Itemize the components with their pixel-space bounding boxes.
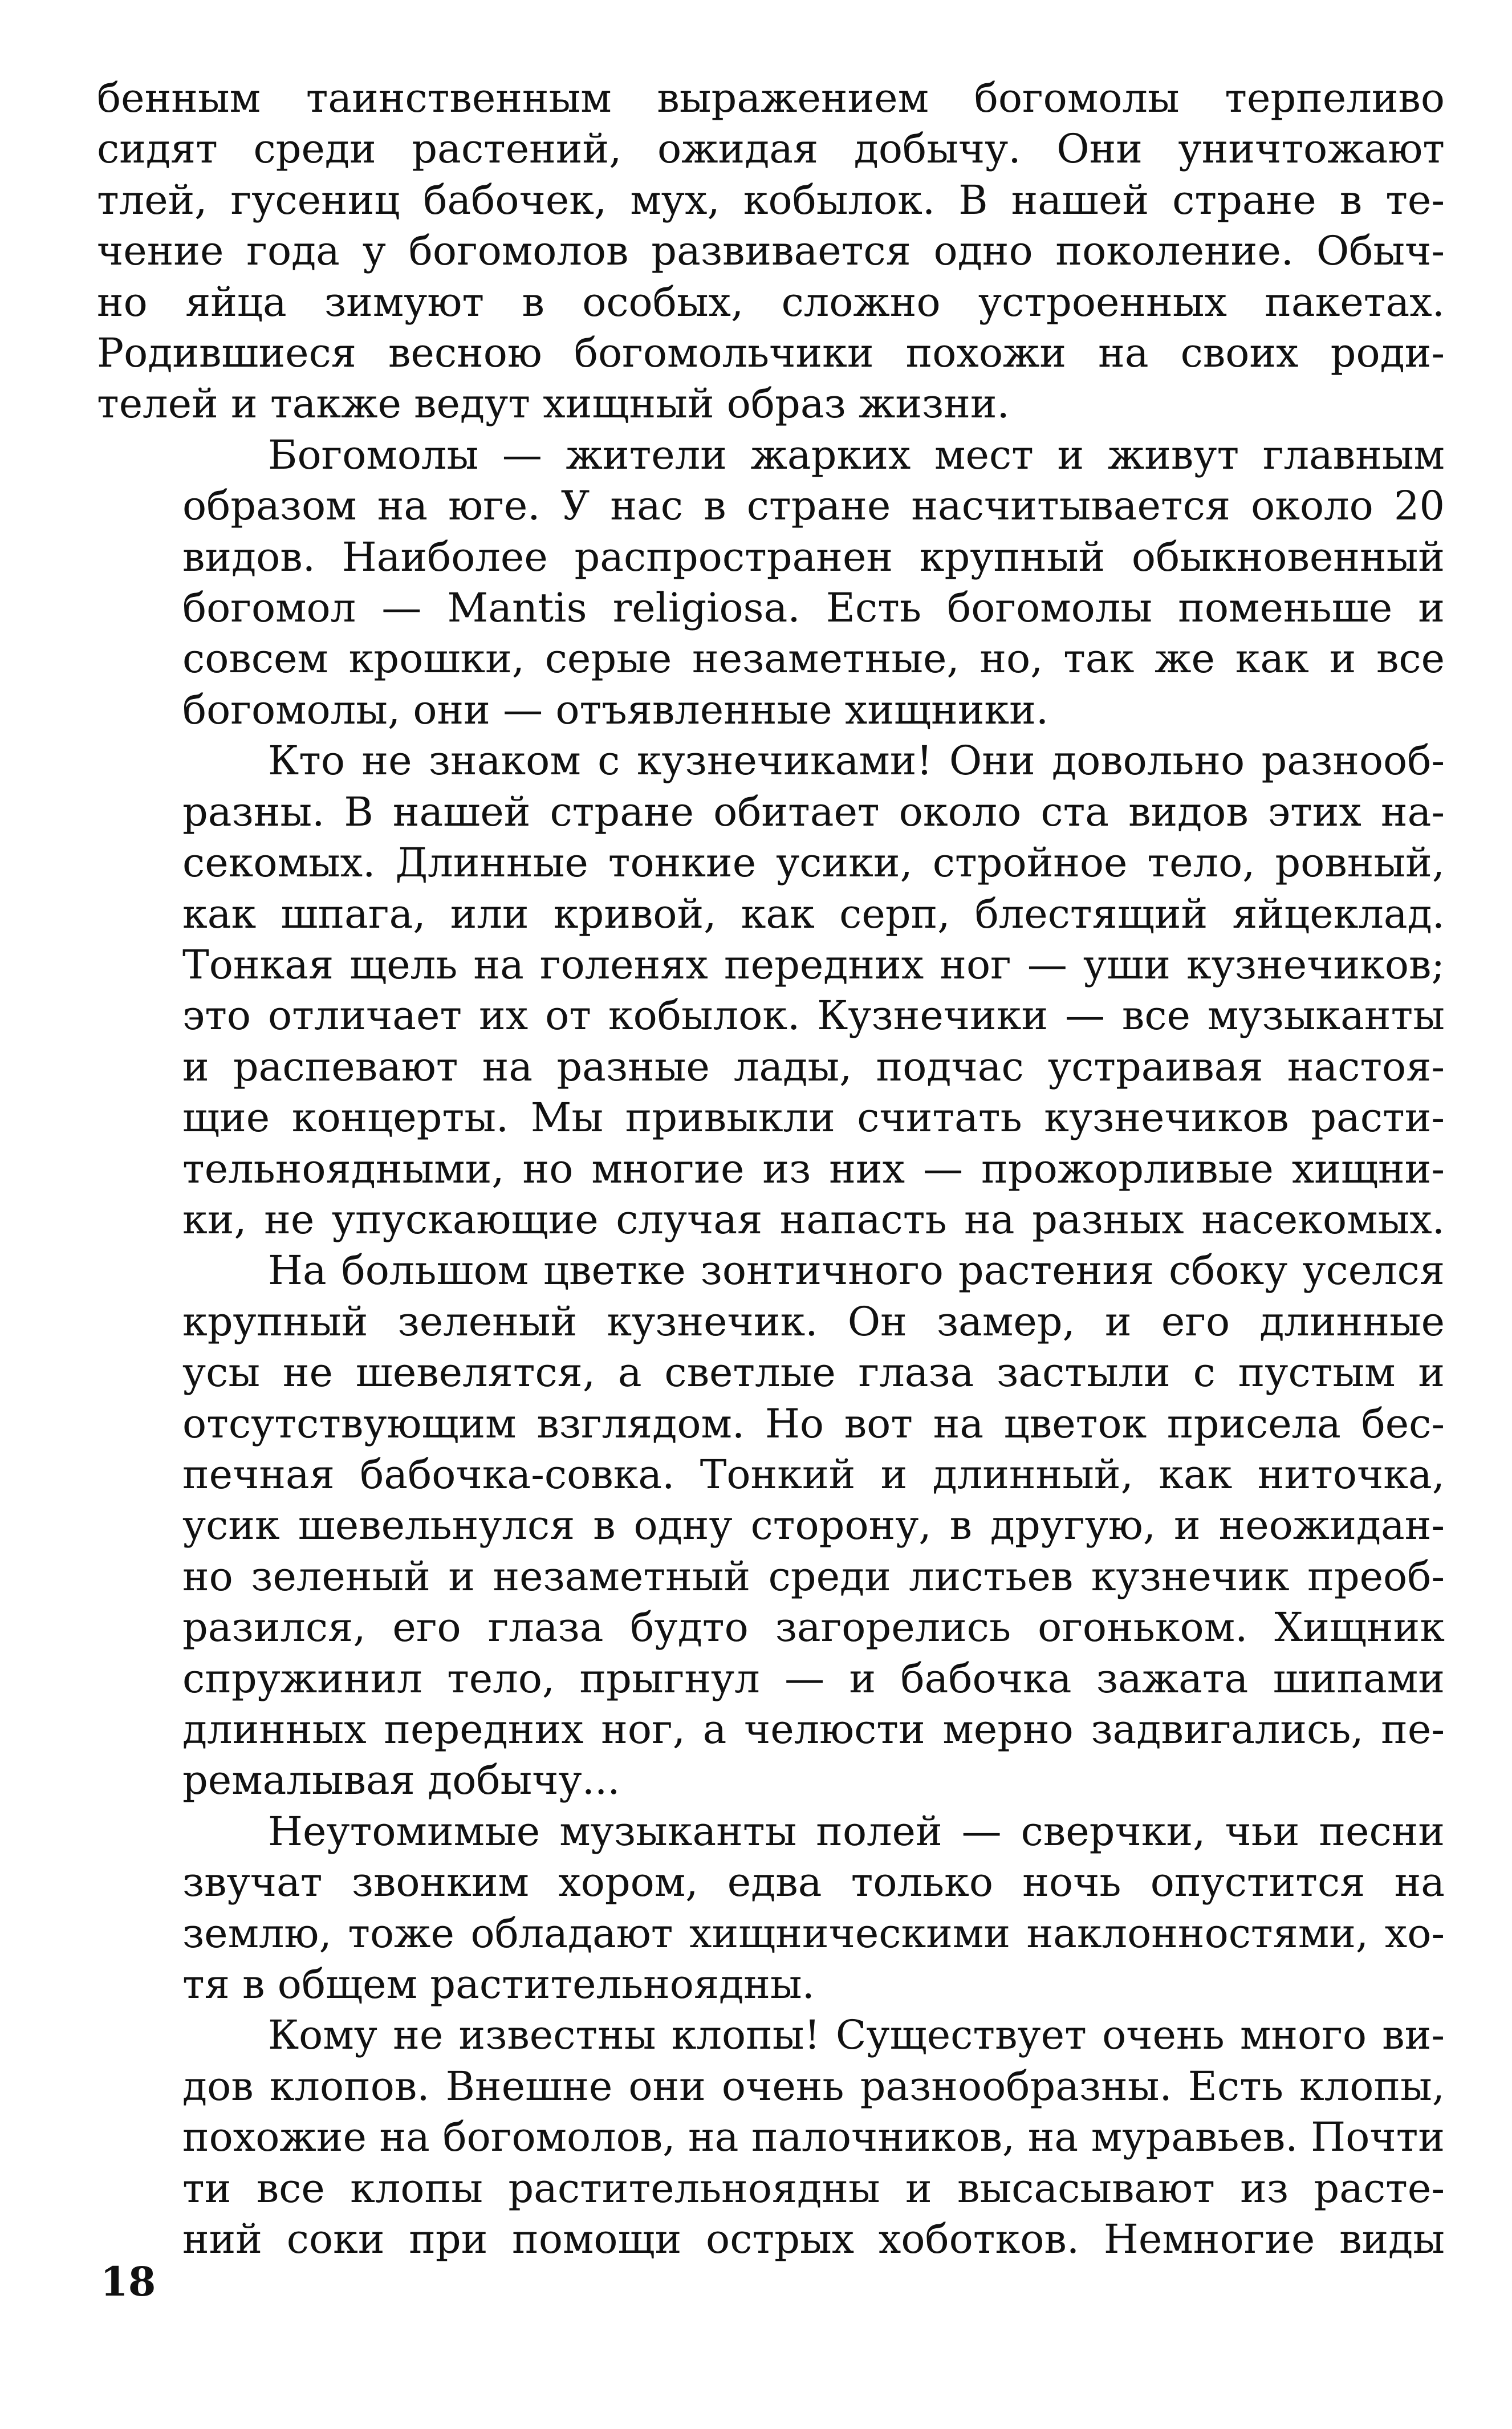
paragraph — [97, 430, 1445, 736]
page-number: 18 — [100, 2258, 156, 2305]
text-line: Богомолы — жители жарких мест и живут главным — [268, 431, 1445, 478]
text-line: это отличает их от кобылок. Кузнечики — все музыканты — [182, 992, 1445, 1039]
text-line: щие концерты. Мы привыкли считать кузнечиков расти- — [182, 1094, 1445, 1142]
text-line: длинных передних ног, а челюсти мерно задвигались, пе- — [182, 1706, 1445, 1753]
text-line: образом на юге. У нас в стране насчитывается около 20 — [182, 482, 1445, 530]
text-line: печная бабочка-совка. Тонкий и длинный, как ниточка, — [182, 1451, 1445, 1498]
text-line: На большом цветке зонтичного растения сбоку уселся — [268, 1247, 1445, 1294]
paragraph — [97, 1245, 1445, 1806]
text-line: и распевают на разные лады, подчас устраивая настоя- — [182, 1043, 1445, 1090]
text-line: ний соки при помощи острых хоботков. Немногие виды — [182, 2216, 1445, 2263]
text-line: Родившиеся весною богомольчики похожи на своих роди- — [97, 330, 1445, 377]
text-line: спружинил тело, прыгнул — и бабочка зажата шипами — [182, 1655, 1445, 1702]
paragraph — [97, 2010, 1445, 2265]
text-line: Тонкая щель на голенях передних ног — уши кузнечиков; — [182, 941, 1445, 988]
text-line: богомолы, они — отъявленные хищники. — [182, 686, 1049, 733]
text-line: отсутствующим взглядом. Но вот на цветок присела бес- — [182, 1400, 1445, 1447]
text-line: усик шевельнулся в одну сторону, в другую, и неожидан- — [182, 1502, 1445, 1549]
text-line: землю, тоже обладают хищническими наклонностями, хо- — [182, 1910, 1445, 1957]
text-line: дов клопов. Внешне они очень разнообразны. Есть клопы, — [182, 2062, 1445, 2110]
text-line: усы не шевелятся, а светлые глаза застыли с пустым и — [182, 1349, 1445, 1396]
paragraph — [97, 1806, 1445, 2010]
text-line: Неутомимые музыканты полей — сверчки, чьи песни — [268, 1807, 1445, 1855]
text-line: разны. В нашей стране обитает около ста видов этих на- — [182, 788, 1445, 835]
text-line: похожие на богомолов, на палочников, на муравьев. Почти — [182, 2114, 1445, 2161]
text-line: Кому не известны клопы! Существует очень много ви- — [268, 2012, 1445, 2059]
text-line: но яйца зимуют в особых, сложно устроенных пакетах. — [97, 278, 1445, 326]
text-line: ки, не упускающие случая напасть на разных насекомых. — [182, 1196, 1445, 1243]
text-line: крупный зеленый кузнечик. Он замер, и его длинные — [182, 1298, 1445, 1345]
text-line: видов. Наиболее распространен крупный обыкновенный — [182, 533, 1445, 580]
text-line: тельноядными, но многие из них — прожорливые хищни- — [182, 1145, 1445, 1192]
text-line: как шпага, или кривой, как серп, блестящий яйцеклад. — [182, 890, 1445, 937]
paragraph — [97, 73, 1445, 430]
text-line: сидят среди растений, ожидая добычу. Они уничтожают — [97, 125, 1445, 173]
text-line: Кто не знаком с кузнечиками! Они довольно разнооб- — [268, 737, 1445, 785]
text-line: разился, его глаза будто загорелись огоньком. Хищник — [182, 1604, 1445, 1651]
text-line: ремалывая добычу... — [182, 1757, 620, 1804]
text-line: секомых. Длинные тонкие усики, стройное тело, ровный, — [182, 839, 1445, 887]
text-line: звучат звонким хором, едва только ночь опустится на — [182, 1859, 1445, 1906]
text-line: чение года у богомолов развивается одно поколение. Обыч- — [97, 228, 1445, 275]
text-line: тлей, гусениц бабочек, мух, кобылок. В нашей стране в те- — [97, 176, 1445, 224]
paragraph — [97, 736, 1445, 1245]
text-line: но зеленый и незаметный среди листьев кузнечик преоб- — [182, 1553, 1445, 1600]
text-line: ти все клопы растительноядны и высасывают из расте- — [182, 2164, 1445, 2212]
text-line: тя в общем растительноядны. — [182, 1961, 815, 2008]
text-line: телей и также ведут хищный образ жизни. — [97, 380, 1010, 428]
text-line: богомол — Mantis religiosa. Есть богомолы поменьше и — [182, 584, 1445, 632]
text-line: совсем крошки, серые незаметные, но, так же как и все — [182, 635, 1445, 683]
body-text — [97, 73, 1445, 2265]
text-line: бенным таинственным выражением богомолы терпеливо — [97, 75, 1445, 121]
